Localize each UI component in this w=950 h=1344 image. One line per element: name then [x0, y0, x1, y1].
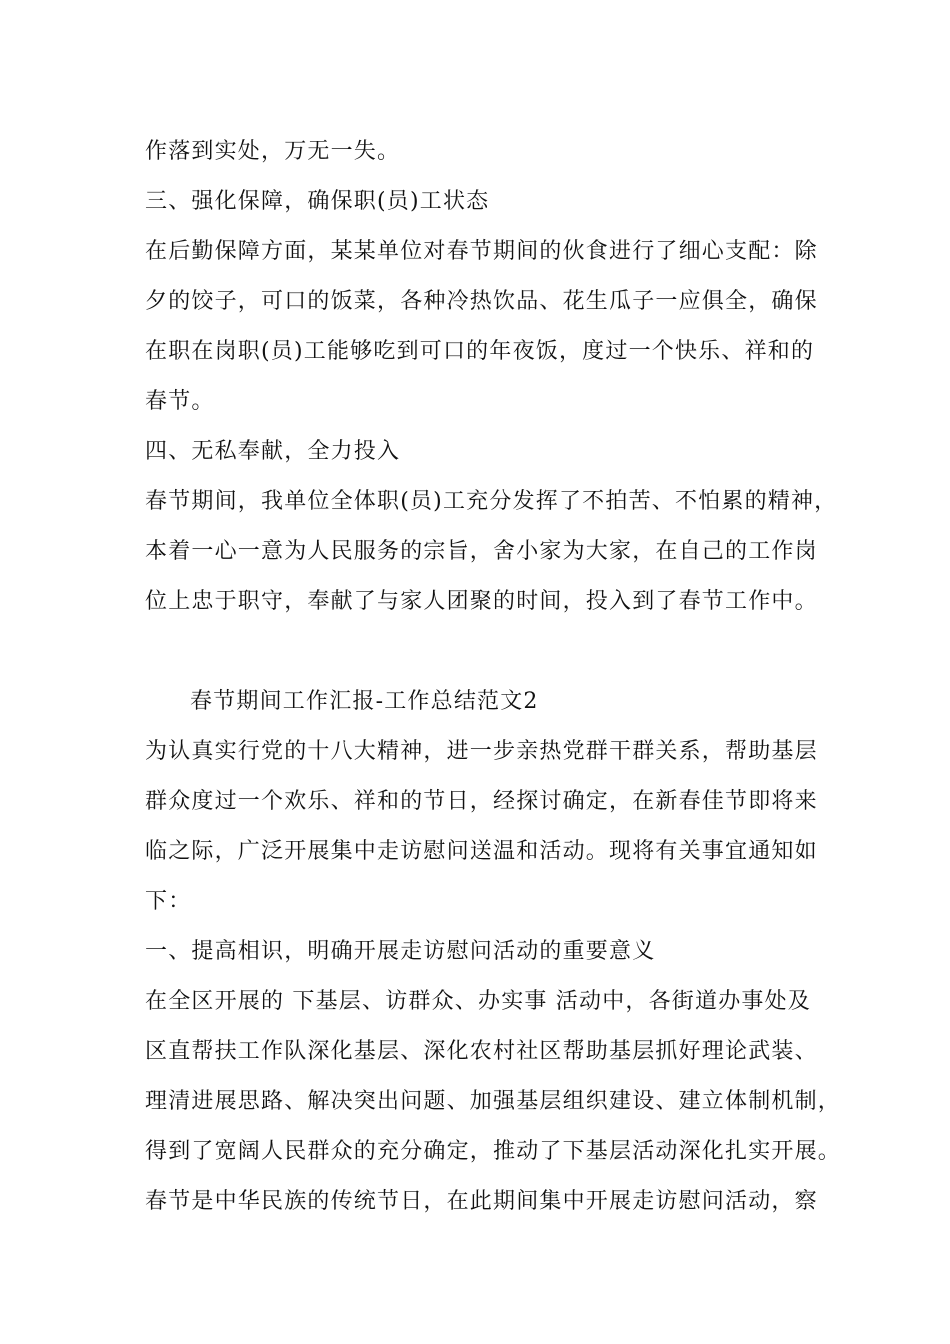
body-text-line: 在全区开展的 下基层、访群众、办实事 活动中，各街道办事处及	[145, 989, 811, 1014]
body-text-line: 在职在岗职(员)工能够吃到可口的年夜饭，度过一个快乐、祥和的	[145, 339, 815, 364]
body-text-line: 群众度过一个欢乐、祥和的节日，经探讨确定，在新春佳节即将来	[145, 789, 818, 814]
body-text-line: 理清进展思路、解决突出问题、加强基层组织建设、建立体制机制，	[145, 1089, 842, 1114]
body-text-line: 春节。	[145, 389, 215, 414]
section-heading: 一、提高相识，明确开展走访慰问活动的重要意义	[145, 939, 656, 964]
body-text-line: 春节期间，我单位全体职(员)工充分发挥了不拍苦、不怕累的精神，	[145, 489, 838, 514]
body-text-line: 得到了宽阔人民群众的充分确定，推动了下基层活动深化扎实开展。	[145, 1139, 842, 1164]
section-heading: 三、强化保障，确保职(员)工状态	[145, 189, 490, 214]
body-text-line: 在后勤保障方面，某某单位对春节期间的伙食进行了细心支配：除	[145, 239, 818, 264]
body-text-line: 春节是中华民族的传统节日，在此期间集中开展走访慰问活动，察	[145, 1189, 818, 1214]
section-heading: 四、无私奉献，全力投入	[145, 439, 401, 464]
body-text-line: 夕的饺子，可口的饭菜，各种冷热饮品、花生瓜子一应俱全，确保	[145, 289, 818, 314]
body-text-line: 本着一心一意为人民服务的宗旨，舍小家为大家，在自己的工作岗	[145, 539, 818, 564]
body-text-line: 区直帮扶工作队深化基层、深化农村社区帮助基层抓好理论武装、	[145, 1039, 818, 1064]
article-title: 春节期间工作汇报-工作总结范文2	[190, 689, 539, 714]
body-text-line: 作落到实处，万无一失。	[145, 139, 401, 164]
body-text-line: 临之际，广泛开展集中走访慰问送温和活动。现将有关事宜通知如	[145, 839, 818, 864]
body-text-line: 为认真实行党的十八大精神，进一步亲热党群干群关系，帮助基层	[145, 739, 818, 764]
body-text-line: 位上忠于职守，奉献了与家人团聚的时间，投入到了春节工作中。	[145, 589, 818, 614]
body-text-line: 下：	[145, 889, 192, 914]
